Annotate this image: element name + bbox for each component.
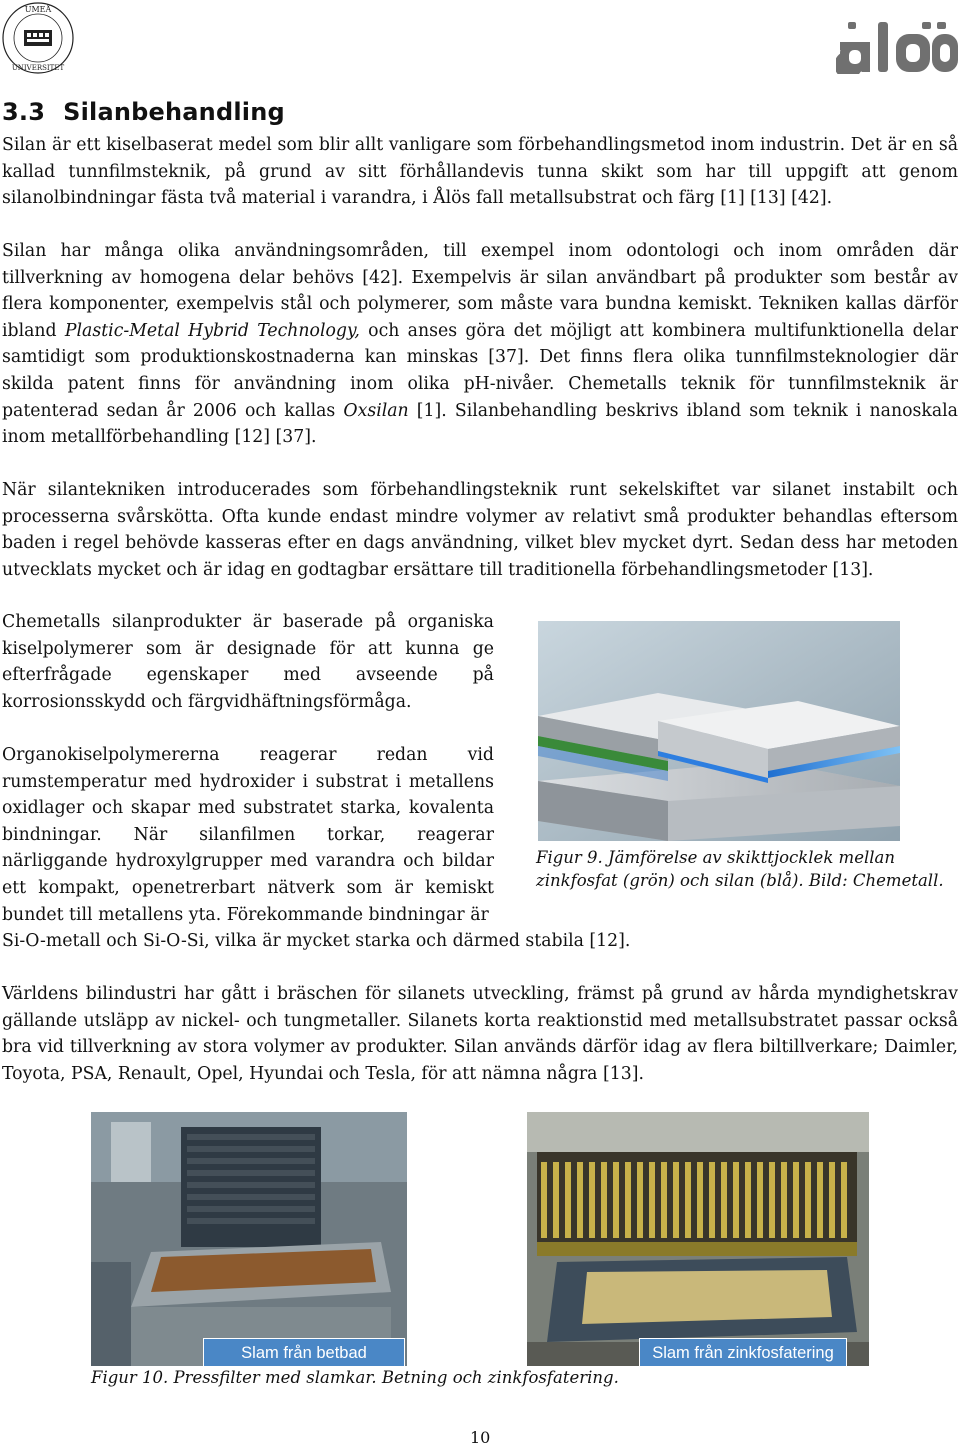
paragraph-uses-text-c: [1]. Silanbehandling beskrivs ibland som teknik i nanoskala inom metallförbehandling [12] [37]. <box>2 400 958 448</box>
figure-9-layer-illustration <box>538 621 900 841</box>
paragraph-chemetall-products: Chemetalls silanprodukter är baserade på organiska kiselpolymerer som är designade för att kunna ge efterfrågade egenskaper med avseende på korrosionsskydd och färgvidhäftningsförmåga. <box>2 612 494 712</box>
label-sludge-pickling: Slam från betbad <box>203 1338 405 1366</box>
paragraph-history: När silantekniken introducerades som förbehandlingsteknik runt sekelskiftet var silanet instabilt och processerna svårskötta. Ofta kunde endast mindre volymer av relativt små produkter behandlas eftersom baden i regel behövde kasseras efter en dags användning, vilket blev mycket dyrt. Sedan dess har metoden utvecklats mycket och är idag en godtagbar ersättare till traditionella förbehandlingsmetoder [13]. <box>2 480 958 580</box>
paragraph-uses <box>2 238 958 451</box>
press-filter-pickling-image <box>91 1112 407 1366</box>
paragraph-polymer-reaction: Organokiselpolymererna reagerar redan vid rumstemperatur med hydroxider i substrat i metallens oxidlager och skapar med substratet starka, kovalenta bindningar. När silanfilmen torkar, reagerar närliggande hydroxylgrupper med varandra och bildar ett kompakt, openetrerbart nätverk som är kemiskt bundet till metallens yta. Förekommande bindningar är <box>2 745 494 925</box>
paragraph-uses-text-b: och anses göra det möjligt att kombinera multifunktionella delar samtidigt som produktionskostnaderna kan minskas [37]. Det finns flera olika tunnfilmsteknologier där skilda patent finns för användning inom olika pH-nivåer. Chemetalls teknik för tunnfilmsteknik är patenterad sedan år 2006 och kallas <box>2 320 959 421</box>
umea-university-seal <box>0 0 76 76</box>
figure-10-caption: Figur 10. Pressfilter med slamkar. Betning och zinkfosfatering. <box>91 1368 619 1387</box>
page-number: 10 <box>470 1428 491 1447</box>
term-plastic-metal-hybrid: Plastic-Metal Hybrid Technology, <box>64 320 360 341</box>
photo-press-filter-zinc-phosphating <box>527 1112 869 1366</box>
alo-logo <box>836 20 958 74</box>
paragraph-car-industry: Världens bilindustri har gått i bräschen för silanets utveckling, främst på grund av hårda myndighetskrav gällande utsläpp av nickel- och tungmetaller. Silanets korta reaktionstid med metallsubstratet passar också bra vid tillverkning av stora volymer av produkter. Silan används därför idag av flera biltillverkare; Daimler, Toyota, PSA, Renault, Opel, Hyundai och Tesla, för att nämna några [13]. <box>2 984 958 1084</box>
section-number: 3.3 <box>2 98 46 126</box>
paragraph-uses-text-a: Silan har många olika användningsområden, till exempel inom odontologi och inom områden där tillverkning av homogena delar behövs [42]. Exempelvis är silan användbart på produkter som består av flera komponenter, exempelvis stål och polymerer, som måste vara bundna kemiskt. Tekniken kallas därför ibland <box>2 241 958 341</box>
section-heading <box>2 98 285 126</box>
svg-text:UMEÅ: UMEÅ <box>24 5 52 14</box>
figure-9-caption: Figur 9. Jämförelse av skikttjocklek mellan zinkfosfat (grön) och silan (blå). Bild: Chemetall. <box>536 848 944 890</box>
label-sludge-zinc-phosphating: Slam från zinkfosfatering <box>639 1338 847 1366</box>
section-title: Silanbehandling <box>63 98 285 126</box>
paragraph-intro: Silan är ett kiselbaserat medel som blir allt vanligare som förbehandlingsmetod inom industrin. Det är en så kallad tunnfilmsteknik, på grund av sitt förhållandevis tunna skikt som har till uppgift att genom silanolbindningar fästa två material i varandra, i Ålös fall metallsubstrat och färg [1] [13] [42]. <box>2 135 958 209</box>
press-filter-zinc-phosphating-image <box>527 1112 869 1366</box>
paragraph-polymer-reaction-end: Si-O-metall och Si-O-Si, vilka är mycket starka och därmed stabila [12]. <box>2 931 631 951</box>
term-oxsilan: Oxsilan <box>343 400 409 421</box>
svg-text:UNIVERSITET: UNIVERSITET <box>11 64 65 72</box>
photo-press-filter-pickling <box>91 1112 407 1366</box>
